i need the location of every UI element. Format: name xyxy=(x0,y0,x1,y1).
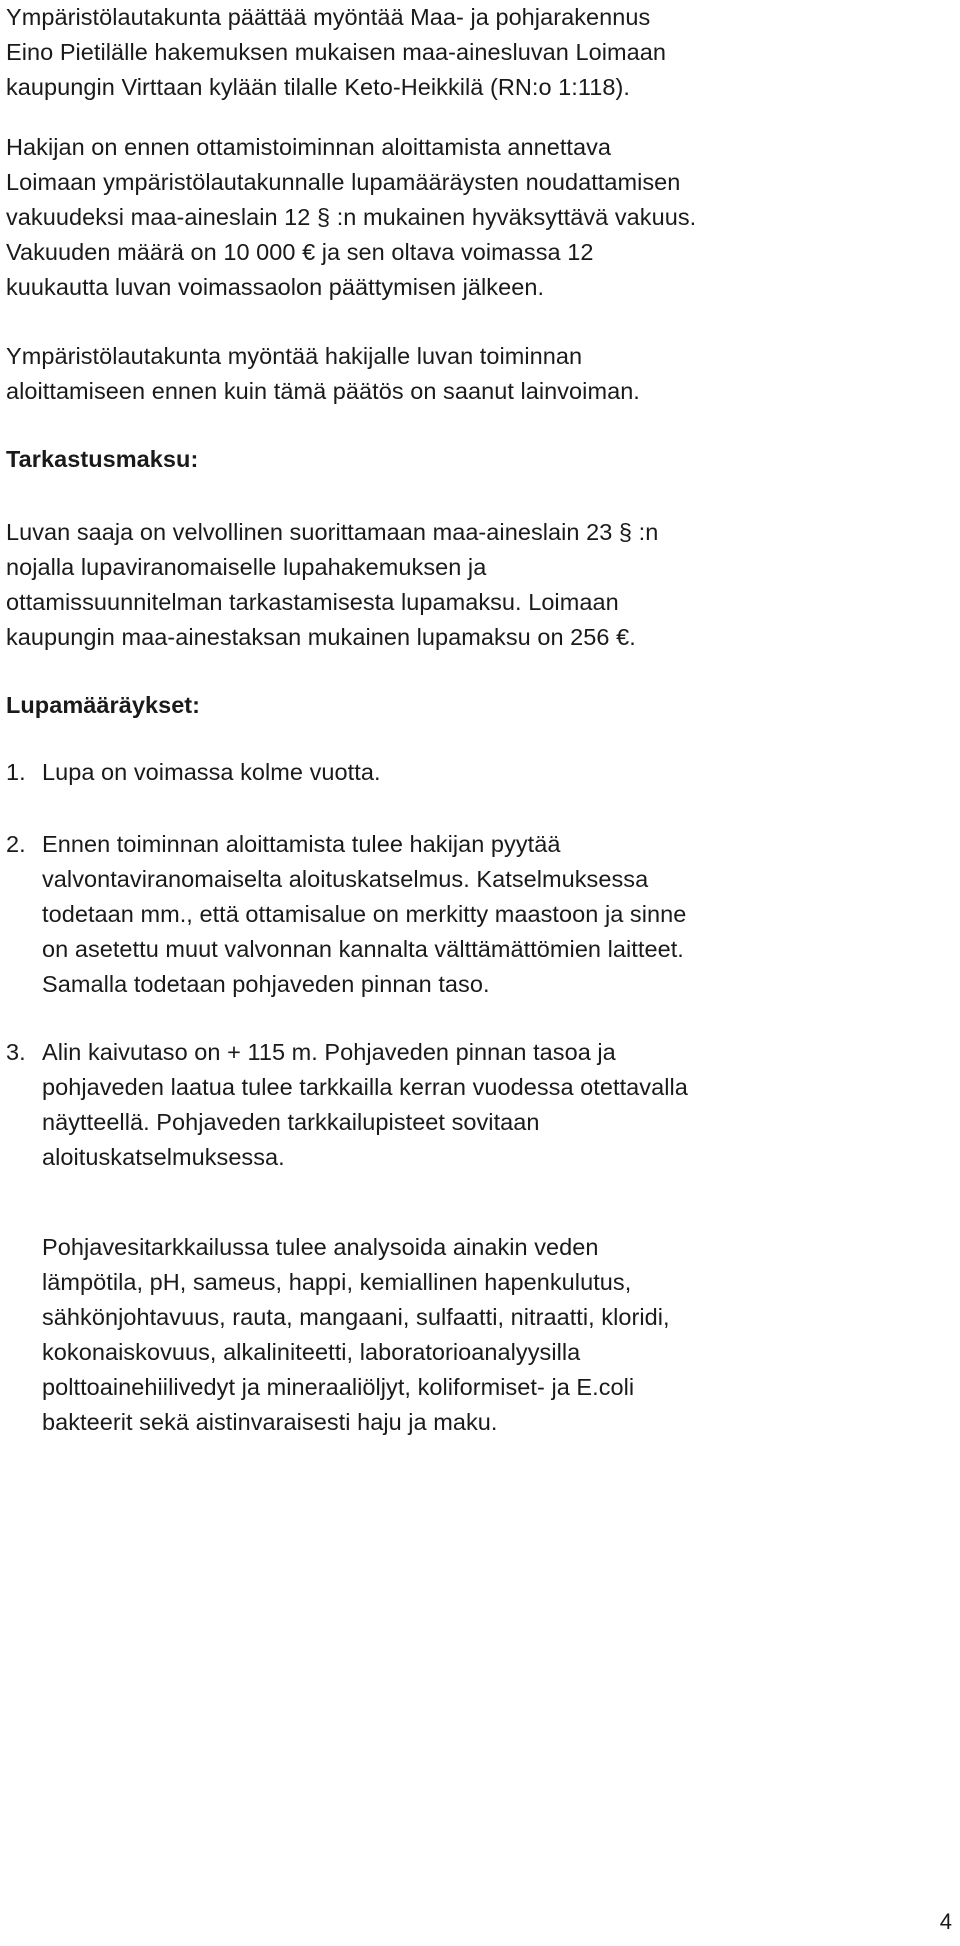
list-item-line xyxy=(6,827,956,862)
paragraph-security-deposit xyxy=(6,130,956,305)
list-item-line xyxy=(6,755,956,790)
list-number: 2. xyxy=(6,831,26,857)
text-line: Lupa on voimassa kolme vuotta. xyxy=(42,759,381,785)
text-line: Ympäristölautakunta päättää myöntää Maa- ja pohjarakennus xyxy=(6,4,651,30)
text-line: todetaan mm., että ottamisalue on merkitty maastoon ja sinne xyxy=(42,901,687,927)
text-line: näytteellä. Pohjaveden tarkkailupisteet sovitaan xyxy=(42,1109,540,1135)
list-item-3 xyxy=(6,1035,956,1175)
text-line: vakuudeksi maa-aineslain 12 § :n mukainen hyväksyttävä vakuus. xyxy=(6,204,697,230)
text-line: Alin kaivutaso on + 115 m. Pohjaveden pinnan tasoa ja xyxy=(42,1039,616,1065)
list-item-2 xyxy=(6,827,956,1002)
paragraph-groundwater-analysis xyxy=(6,1230,956,1440)
text-line: on asetettu muut valvonnan kannalta välttämättömien laitteet. xyxy=(42,936,684,962)
text-line: valvontaviranomaiselta aloituskatselmus. Katselmuksessa xyxy=(42,866,649,892)
text-line: ottamissuunnitelman tarkastamisesta lupamaksu. Loimaan xyxy=(6,589,619,615)
text-line: polttoainehiilivedyt ja mineraaliöljyt, koliformiset- ja E.coli xyxy=(42,1374,635,1400)
section-heading: Lupamääräykset: xyxy=(6,692,201,718)
text-line: kuukautta luvan voimassaolon päättymisen jälkeen. xyxy=(6,274,545,300)
text-line: kaupungin maa-ainestaksan mukainen lupamaksu on 256 €. xyxy=(6,624,636,650)
list-item-1 xyxy=(6,755,956,790)
section-heading: Tarkastusmaksu: xyxy=(6,446,199,472)
text-line: nojalla lupaviranomaiselle lupahakemuksen ja xyxy=(6,554,487,580)
page-number: 4 xyxy=(939,1909,952,1934)
text-line: kaupungin Virttaan kylään tilalle Keto-Heikkilä (RN:o 1:118). xyxy=(6,74,630,100)
text-line: lämpötila, pH, sameus, happi, kemiallinen hapenkulutus, xyxy=(42,1269,632,1295)
text-line: Samalla todetaan pohjaveden pinnan taso. xyxy=(42,971,490,997)
text-line: Vakuuden määrä on 10 000 € ja sen oltava voimassa 12 xyxy=(6,239,594,265)
paragraph-fee xyxy=(6,515,956,655)
text-line: pohjaveden laatua tulee tarkkailla kerran vuodessa otettavalla xyxy=(42,1074,688,1100)
text-line: aloituskatselmuksessa. xyxy=(42,1144,285,1170)
text-line: sähkönjohtavuus, rauta, mangaani, sulfaatti, nitraatti, kloridi, xyxy=(42,1304,670,1330)
list-number: 3. xyxy=(6,1039,26,1065)
text-line: Ennen toiminnan aloittamista tulee hakijan pyytää xyxy=(42,831,561,857)
text-line: Eino Pietilälle hakemuksen mukaisen maa-ainesluvan Loimaan xyxy=(6,39,666,65)
paragraph-decision xyxy=(6,0,956,105)
text-line: Ympäristölautakunta myöntää hakijalle luvan toiminnan xyxy=(6,343,583,369)
list-item-line xyxy=(6,1035,956,1070)
text-line: bakteerit sekä aistinvaraisesti haju ja maku. xyxy=(42,1409,498,1435)
text-line: Luvan saaja on velvollinen suorittamaan maa-aineslain 23 § :n xyxy=(6,519,659,545)
paragraph-start-permission xyxy=(6,339,956,409)
text-line: kokonaiskovuus, alkaliniteetti, laboratorioanalyysilla xyxy=(42,1339,581,1365)
text-line: Loimaan ympäristölautakunnalle lupamääräysten noudattamisen xyxy=(6,169,681,195)
text-line: Hakijan on ennen ottamistoiminnan aloittamista annettava xyxy=(6,134,612,160)
text-line: aloittamiseen ennen kuin tämä päätös on saanut lainvoiman. xyxy=(6,378,640,404)
heading-inspection-fee xyxy=(6,442,956,477)
heading-permit-conditions xyxy=(6,688,956,723)
list-number: 1. xyxy=(6,759,26,785)
text-line: Pohjavesitarkkailussa tulee analysoida ainakin veden xyxy=(42,1234,599,1260)
